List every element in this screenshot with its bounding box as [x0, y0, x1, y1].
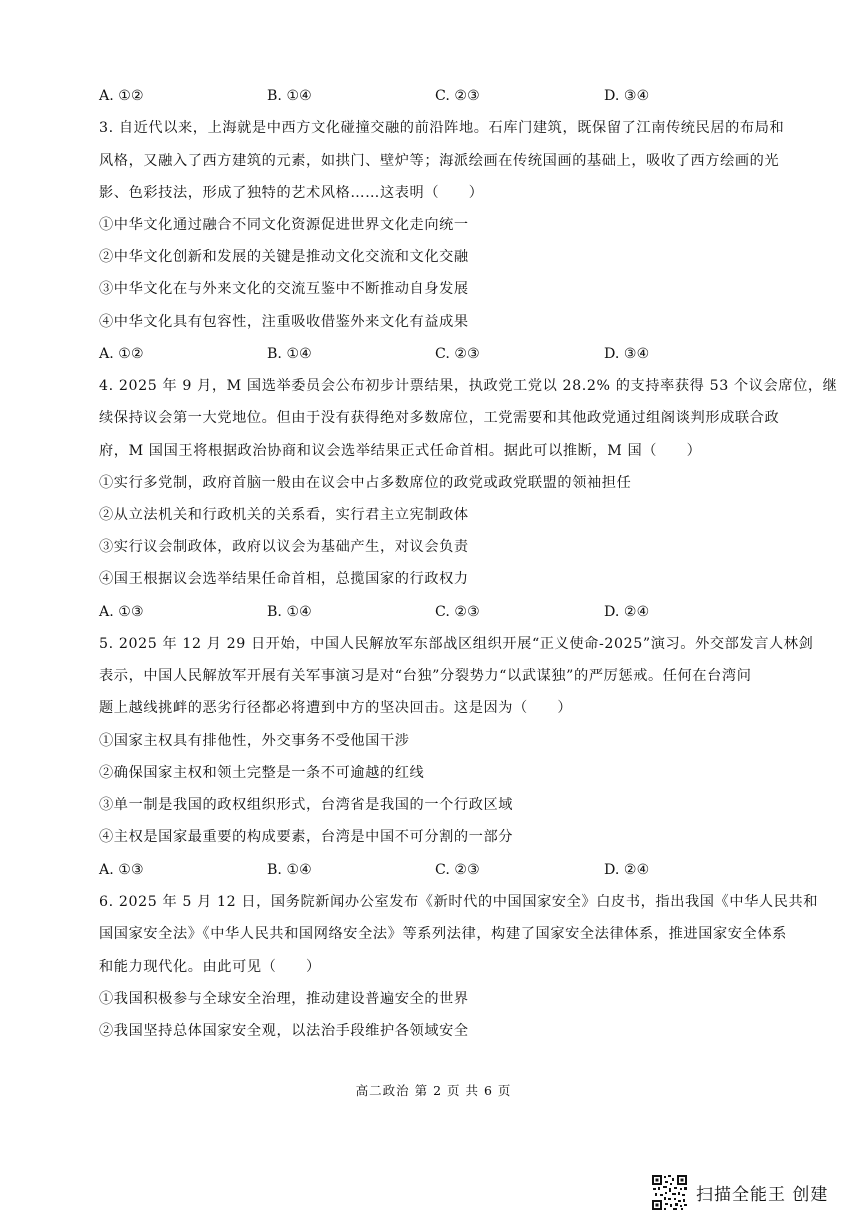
q5-option-b: B. ①④ — [267, 862, 312, 878]
q3-item: ②中华文化创新和发展的关键是推动文化交流和文化交融 — [99, 249, 469, 265]
q4-stem-line: 4. 2025 年 9 月，M 国选举委员会公布初步计票结果，执政党工党以 28.2% 的支持率获得 53 个议会席位，继 — [99, 378, 838, 394]
q3-option-b: B. ①④ — [267, 346, 312, 362]
q3-option-d: D. ③④ — [604, 346, 650, 362]
q4-item: ①实行多党制，政府首脑一般由在议会中占多数席位的政党或政党联盟的领袖担任 — [99, 475, 632, 491]
q2-option-d: D. ③④ — [604, 88, 650, 104]
q5-option-a: A. ①③ — [99, 862, 144, 878]
q3-item: ④中华文化具有包容性，注重吸收借鉴外来文化有益成果 — [99, 314, 469, 330]
q3-item: ③中华文化在与外来文化的交流互鉴中不断推动自身发展 — [99, 281, 469, 297]
q2-option-b: B. ①④ — [267, 88, 312, 104]
q4-item: ②从立法机关和行政机关的关系看，实行君主立宪制政体 — [99, 507, 469, 523]
q5-options — [99, 860, 779, 880]
q4-stem-line: 续保持议会第一大党地位。但由于没有获得绝对多数席位，工党需要和其他政党通过组阁谈判形成联合政 — [99, 410, 780, 426]
q5-stem-line: 题上越线挑衅的恶劣行径都必将遭到中方的坚决回击。这是因为（ ） — [99, 700, 573, 716]
q3-item: ①中华文化通过融合不同文化资源促进世界文化走向统一 — [99, 217, 469, 233]
q5-item: ④主权是国家最重要的构成要素，台湾是中国不可分割的一部分 — [99, 829, 514, 845]
q6-stem-line: 国国家安全法》《中华人民共和国网络安全法》等系列法律，构建了国家安全法律体系，推进国家安全体系 — [99, 926, 787, 942]
q2-options — [99, 86, 779, 106]
q4-option-d: D. ②④ — [604, 604, 650, 620]
q2-option-a: A. ①② — [99, 88, 144, 104]
q3-option-a: A. ①② — [99, 346, 144, 362]
q2-option-c: C. ②③ — [435, 88, 480, 104]
q6-stem-line: 6. 2025 年 5 月 12 日，国务院新闻办公室发布《新时代的中国国家安全》白皮书，指出我国《中华人民共和 — [99, 894, 819, 910]
q5-stem-line: 5. 2025 年 12 月 29 日开始，中国人民解放军东部战区组织开展“正义使命-2025”演习。外交部发言人林剑 — [99, 636, 814, 652]
q4-item: ④国王根据议会选举结果任命首相，总揽国家的行政权力 — [99, 571, 469, 587]
q5-item: ③单一制是我国的政权组织形式，台湾省是我国的一个行政区域 — [99, 797, 514, 813]
scanner-watermark — [651, 1173, 828, 1211]
q5-item: ①国家主权具有排他性，外交事务不受他国干涉 — [99, 733, 410, 749]
q4-option-c: C. ②③ — [435, 604, 480, 620]
q3-stem-line: 风格，又融入了西方建筑的元素，如拱门、壁炉等；海派绘画在传统国画的基础上，吸收了西方绘画的光 — [99, 153, 780, 169]
scanner-watermark-text: 扫描全能王 创建 — [696, 1184, 829, 1205]
q5-option-c: C. ②③ — [435, 862, 480, 878]
q4-option-a: A. ①③ — [99, 604, 144, 620]
q6-item: ②我国坚持总体国家安全观，以法治手段维护各领域安全 — [99, 1023, 469, 1039]
q6-stem-line: 和能力现代化。由此可见（ ） — [99, 959, 321, 975]
q5-stem-line: 表示，中国人民解放军开展有关军事演习是对“台独”分裂势力“以武谋独”的严厉惩戒。任何在台湾问 — [99, 668, 752, 684]
q3-stem-line: 影、色彩技法，形成了独特的艺术风格……这表明（ ） — [99, 185, 484, 201]
q6-item: ①我国积极参与全球安全治理，推动建设普遍安全的世界 — [99, 991, 469, 1007]
q5-item: ②确保国家主权和领土完整是一条不可逾越的红线 — [99, 765, 425, 781]
q3-stem-line: 3. 自近代以来，上海就是中西方文化碰撞交融的前沿阵地。石库门建筑，既保留了江南传统民居的布局和 — [99, 120, 785, 136]
q4-stem-line: 府，M 国国王将根据政治协商和议会选举结果正式任命首相。据此可以推断，M 国（ ） — [99, 443, 702, 459]
q4-options — [99, 602, 779, 622]
q5-option-d: D. ②④ — [604, 862, 650, 878]
page-footer: 高二政治 第 2 页 共 6 页 — [355, 1083, 512, 1098]
q3-option-c: C. ②③ — [435, 346, 480, 362]
q3-options — [99, 344, 779, 364]
q4-option-b: B. ①④ — [267, 604, 312, 620]
q4-item: ③实行议会制政体，政府以议会为基础产生，对议会负责 — [99, 539, 469, 555]
qr-code-icon — [651, 1174, 688, 1211]
